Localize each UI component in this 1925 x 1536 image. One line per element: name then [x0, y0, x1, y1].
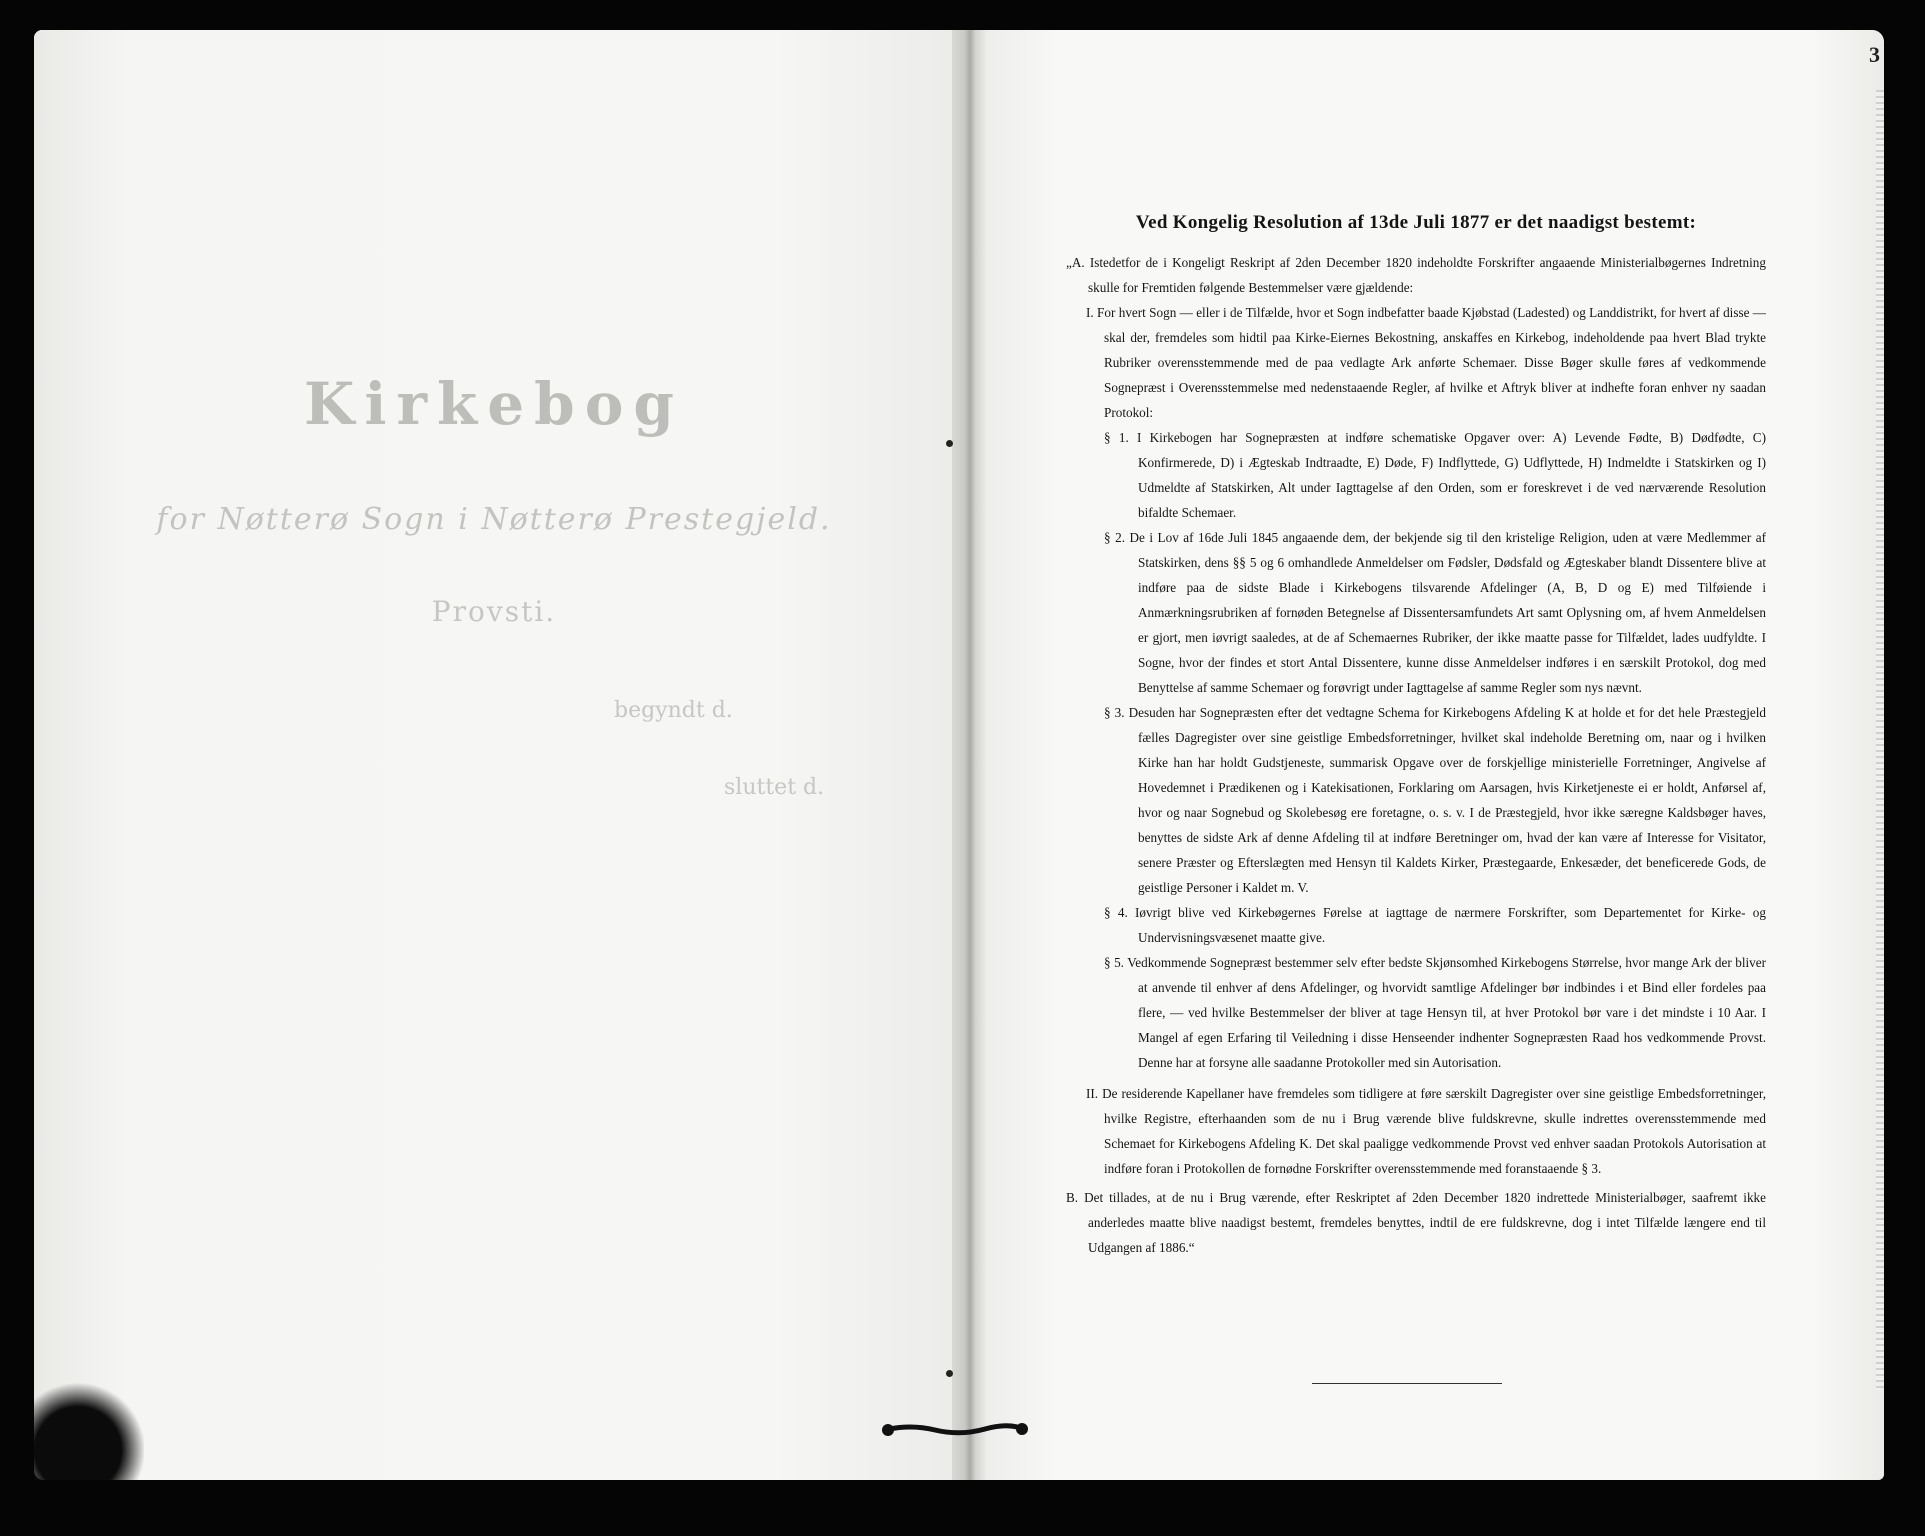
page-number: 3: [1869, 42, 1880, 67]
section-i: I. For hvert Sogn — eller i de Tilfælde, hvor et Sogn indbefatter baade Kjøbstad (Ladested) og Landdistrikt, for hvert af disse — skal der, fremdeles som hidtil paa Kirke-Eiernes Bekostning, anskaffes en Kirkebog, indeholdende paa hvert Blad trykte Rubriker overensstemmende med de paa vedlagte Ark anførte Schemaer. Disse Bøger skulle føres af vedkommende Sognepræst i Overensstemmelse med nedenstaaende Regler, af hvilke et Aftryk bliver at indhefte foran enhver ny saadan Protokol:: [1086, 305, 1766, 420]
section-a: „A. Istedetfor de i Kongeligt Reskript af 2den December 1820 indeholdte Forskrifter angaaende Ministerialbøgernes Indretning skulle for Fremtiden følgende Bestemmelser være gjældende:: [1066, 255, 1766, 295]
paragraph-4: § 4. Iøvrigt blive ved Kirkebøgernes Førelse at iagttage de nærmere Forskrifter, som Departementet for Kirke- og Undervisningsvæsenet maatte give.: [1104, 905, 1766, 945]
closing-rule: [1312, 1383, 1502, 1384]
page-edge-stack: [1876, 90, 1884, 1390]
parish-line: for Nøtterø Sogn i Nøtterø Prestegjeld.: [156, 502, 832, 537]
binding-hole: [946, 1370, 953, 1377]
left-title-block: [34, 370, 954, 800]
begyndt-line: begyndt d.: [614, 698, 733, 723]
book-title: Kirkebog: [304, 370, 684, 438]
resolution-heading: Ved Kongelig Resolution af 13de Juli 1877 er det naadigst bestemt:: [1135, 212, 1697, 233]
paragraph-2: § 2. De i Lov af 16de Juli 1845 angaaende dem, der bekjende sig til den kristelige Religion, uden at være Medlemmer af Statskirken, dens §§ 5 og 6 omhandlede Anmeldelser om Fødsler, Dødsfald og Ægteskaber blandt Dissentere blive at indføre paa de sidste Blade i Kirkebogens tilsvarende Afdelinger (A, B, D og E) med Tilføiende i Anmærkningsrubriken af fornøden Betegnelse af Dissentersamfundets Art samt Oplysning om, af hvem Anmeldelsen er gjort, men iøvrigt saaledes, at de af Schemaernes Rubriker, der ikke maatte passe for Tilfældet, lades uudfyldte. I Sogne, hvor der findes et stort Antal Dissentere, kunne disse Anmeldelser indføres i en særskilt Protokol, dog med Benyttelse af samme Schemaer og forøvrigt under Iagttagelse af samme Regler som nys nævnt.: [1104, 530, 1766, 695]
paragraph-1: § 1. I Kirkebogen har Sognepræsten at indføre schematiske Opgaver over: A) Levende Fødte, B) Dødfødte, C) Konfirmerede, D) i Ægteskab Indtraadte, E) Døde, F) Indflyttede, G) Udflyttede, H) Indmeldte i Statskirken og I) Udmeldte af Statskirken, Alt under Iagttagelse af den Orden, som er foreskrevet i de ved nærværende Resolution bifaldte Schemaer.: [1104, 430, 1766, 520]
provst-line: Provsti.: [431, 595, 557, 628]
section-b: B. Det tillades, at de nu i Brug værende, efter Reskriptet af 2den December 1820 indrettede Ministerialbøger, saafremt ikke anderledes maatte blive naadigst bestemt, fremdeles benyttes, indtil de ere fuldskrevne, dog i intet Tilfælde længere end til Udgangen af 1886.“: [1066, 1190, 1766, 1255]
sluttet-line: sluttet d.: [724, 775, 825, 800]
paragraph-5: § 5. Vedkommende Sognepræst bestemmer selv efter bedste Skjønsomhed Kirkebogens Størrelse, hvor mange Ark der bliver at anvende til enhver af dens Afdelinger, og hvorvidt samtlige Afdelinger bør indbindes i et Bind eller fordeles paa flere, — ved hvilke Bestemmelser der bliver at tage Hensyn til, at hver Protokol bør vare i det mindste i 10 Aar. I Mangel af egen Erfaring til Veiledning i disse Henseender indhenter Sognepræsten Raad hos vedkommende Provst. Denne har at forsyne alle saadanne Protokoller med sin Autorisation.: [1104, 955, 1766, 1070]
resolution-text: [1066, 212, 1766, 1260]
binding-thread: [880, 1422, 1030, 1436]
paragraph-3: § 3. Desuden har Sognepræsten efter det vedtagne Schema for Kirkebogens Afdeling K at holde et for det hele Præstegjeld fælles Dagregister over sine geistlige Embedsforretninger, hvilket skal indeholde Beretning om, naar og i hvilken Kirke han har holdt Gudstjeneste, summarisk Opgave over de forskjellige ministerielle Forretninger, Angivelse af Hovedemnet i Prædikenen og i Katekisationen, Forklaring om Aarsagen, hvis Kirketjeneste ei er holdt, Anførsel af, hvor og naar Sognebud og Skolebesøg ere foretagne, o. s. v. I de Præstegjeld, hvor ikke særegne Kaldsbøger haves, benyttes de sidste Ark af denne Afdeling til at indføre Beretninger om, hvad der kan være af Interesse for Visitator, senere Præster og Efterslægten med Hensyn til Kaldets Kirker, Præstegaarde, Enkesæder, det beneficerede Gods, de geistlige Personer i Kaldet m. V.: [1104, 705, 1766, 895]
page-corner-shadow: [34, 1380, 144, 1480]
section-ii: II. De residerende Kapellaner have fremdeles som tidligere at føre særskilt Dagregister over sine geistlige Embedsforretninger, hvilke Registre, efterhaanden som de nu i Brug værende blive fuldskrevne, skulle indrettes overensstemmende med Schemaet for Kirkebogens Afdeling K. Det skal paaligge vedkommende Provst ved enhver saadan Protokols Autorisation at indføre foran i Protokollen de fornødne Forskrifter overensstemmende med foranstaaende § 3.: [1086, 1086, 1766, 1176]
book-gutter: [952, 30, 988, 1480]
